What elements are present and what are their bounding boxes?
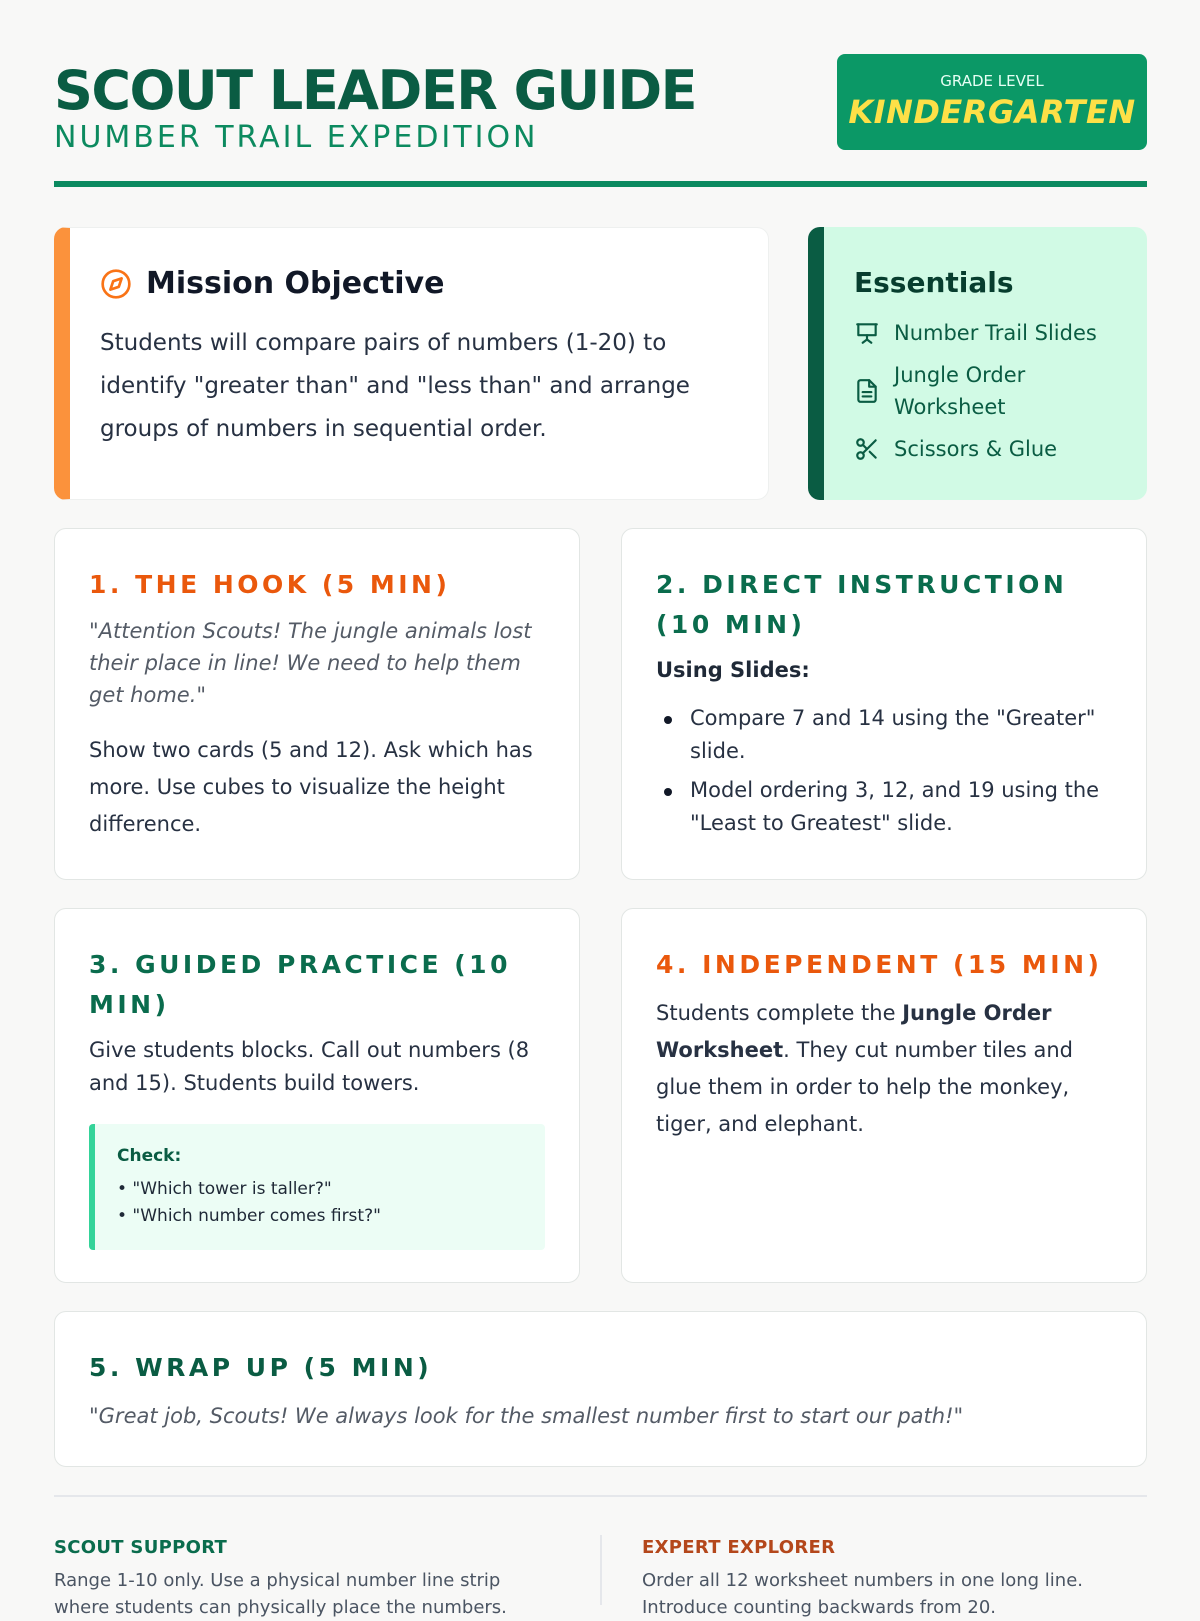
- list-item: Model ordering 3, 12, and 19 using the "Least to Greatest" slide.: [656, 774, 1106, 840]
- grade-level-badge: [837, 54, 1147, 150]
- list-item: Compare 7 and 14 using the "Greater" slide.: [656, 702, 1106, 768]
- document-icon: [854, 378, 880, 404]
- essentials-item-label: Jungle Order Worksheet: [894, 363, 1026, 419]
- step-title: 3. GUIDED PRACTICE (10 MIN): [89, 950, 511, 1019]
- step-body: Give students blocks. Call out numbers (8 and 15). Students build towers.: [89, 1038, 530, 1095]
- scout-support-section: [54, 1537, 554, 1621]
- list-item: • "Which number comes first?": [117, 1206, 381, 1226]
- mission-objective-card: [54, 227, 769, 500]
- page-header: [54, 54, 1147, 188]
- step-title: 2. DIRECT INSTRUCTION (10 MIN): [656, 570, 1068, 639]
- step-body-pre: Students complete the: [656, 1001, 903, 1025]
- header-divider: [54, 181, 1147, 187]
- worksheet-name: Jungle Order Worksheet: [656, 1001, 1052, 1062]
- page-title: SCOUT LEADER GUIDE: [54, 59, 697, 122]
- essentials-item-slides: [854, 317, 1124, 349]
- step-quote: "Attention Scouts! The jungle animals lost their place in line! We need to help them get home.": [89, 619, 532, 707]
- footer-divider: [54, 1495, 1147, 1497]
- step-guided-practice-card: [54, 908, 580, 1283]
- step-wrap-up-card: [54, 1311, 1147, 1467]
- objective-body: Students will compare pairs of numbers (1-20) to identify "greater than" and "less than" and arrange groups of numbers in sequential order.: [100, 330, 690, 442]
- presentation-icon: [854, 320, 880, 346]
- scissors-icon: [854, 436, 880, 462]
- essentials-item-worksheet: [854, 359, 1124, 423]
- grade-level-value: KINDERGARTEN: [848, 93, 1136, 131]
- step-body: [656, 995, 1116, 1143]
- check-list: [117, 1176, 381, 1230]
- expert-explorer-body: Order all 12 worksheet numbers in one long line. Introduce counting backwards from 20.: [642, 1570, 1083, 1618]
- scout-support-title: SCOUT SUPPORT: [54, 1537, 228, 1558]
- step-title: 4. INDEPENDENT (15 MIN): [656, 950, 1103, 979]
- step-label: Using Slides:: [656, 658, 810, 682]
- scout-support-body: Range 1-10 only. Use a physical number line strip where students can physically place the numbers.: [54, 1570, 507, 1618]
- compass-icon: [100, 268, 132, 300]
- essentials-item-label: Number Trail Slides: [894, 321, 1097, 345]
- step-direct-instruction-card: [621, 528, 1147, 880]
- essentials-card: [808, 227, 1147, 500]
- grade-level-label: GRADE LEVEL: [940, 72, 1044, 90]
- check-callout: [89, 1124, 545, 1250]
- step-title: 5. WRAP UP (5 MIN): [89, 1353, 433, 1382]
- objective-title-row: [100, 266, 444, 302]
- footer-column-divider: [600, 1535, 602, 1605]
- page-subtitle: NUMBER TRAIL EXPEDITION: [54, 120, 539, 155]
- step-title: 1. THE HOOK (5 MIN): [89, 570, 451, 599]
- list-item: • "Which tower is taller?": [117, 1179, 332, 1199]
- expert-explorer-title: EXPERT EXPLORER: [642, 1537, 836, 1558]
- step-body: Show two cards (5 and 12). Ask which has more. Use cubes to visualize the height difference.: [89, 738, 533, 836]
- step-bullet-list: [656, 702, 1106, 846]
- check-label: Check:: [117, 1146, 182, 1166]
- essentials-title: Essentials: [854, 266, 1014, 299]
- step-body-post: . They cut number tiles and glue them in order to help the monkey, tiger, and elephant.: [656, 1038, 1073, 1136]
- objective-title: Mission Objective: [146, 266, 445, 301]
- expert-explorer-section: [642, 1537, 1142, 1621]
- step-independent-card: [621, 908, 1147, 1283]
- essentials-item-scissors: [854, 433, 1124, 465]
- step-hook-card: [54, 528, 580, 880]
- essentials-item-label: Scissors & Glue: [894, 437, 1058, 461]
- essentials-list: [854, 317, 1124, 475]
- step-quote: "Great job, Scouts! We always look for the smallest number first to start our path!": [89, 1404, 964, 1428]
